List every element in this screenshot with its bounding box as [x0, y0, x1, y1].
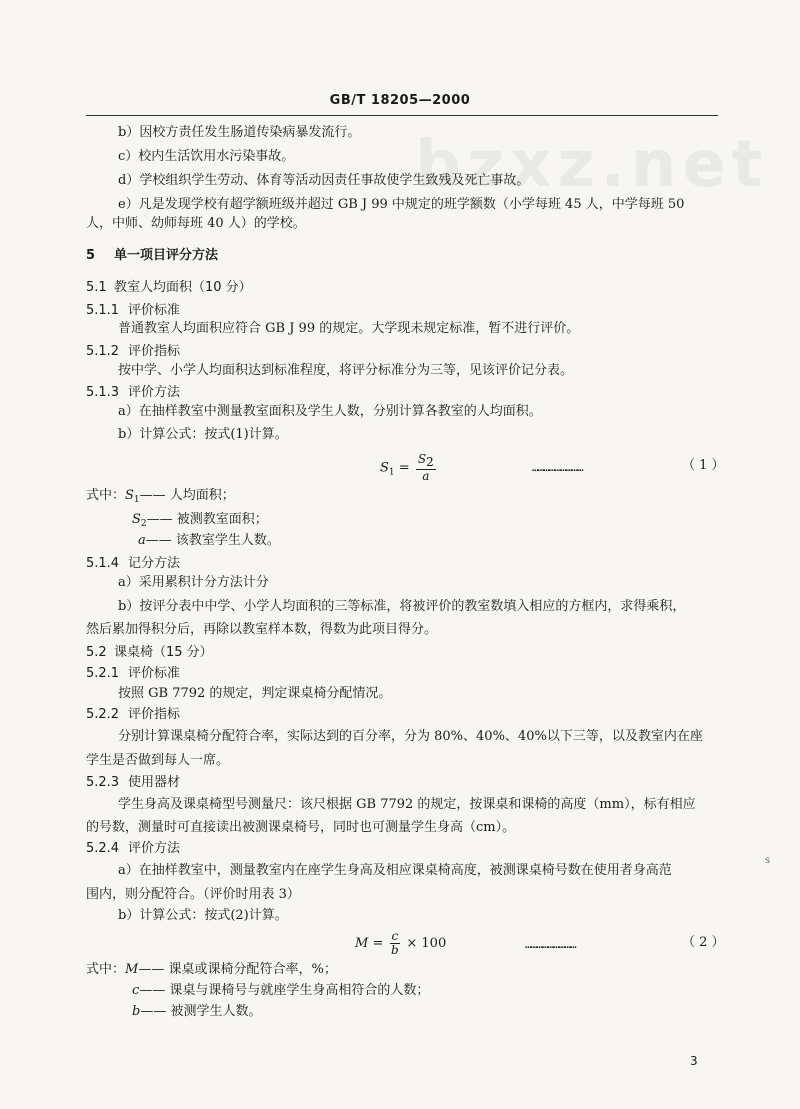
- definition: —— 课桌与课椅号与就座学生身高相符合的人数；: [139, 983, 430, 998]
- section-number: 5.1.4: [86, 556, 120, 571]
- variable: S: [132, 512, 141, 527]
- section-title: 课桌椅（15 分）: [114, 645, 213, 660]
- item-a: a）采用累积计分方法计分: [118, 575, 269, 590]
- where-1-line1: 式中：$S_1——$ 人均面积；: [86, 488, 235, 505]
- variable: S: [125, 488, 134, 503]
- header-rule: [86, 115, 718, 116]
- numerator: S2: [417, 452, 434, 469]
- definition: —— 课桌或课椅分配符合率，%；: [138, 962, 337, 977]
- paragraph-line2: 的号数，测量时可直接读出被测课桌椅号，同时也可测量学生身高（cm）。: [86, 820, 516, 835]
- item-b-outbreak: b）因校方责任发生肠道传染病暴发流行。: [118, 125, 361, 140]
- item-a-line2: 围内，则分配符合。（评价时用表 3）: [86, 887, 300, 902]
- section-title: 评价指标: [128, 707, 181, 722]
- item-b: b）计算公式：按式(1)计算。: [118, 427, 288, 442]
- section-title: 使用器材: [128, 775, 181, 790]
- section-title: 评价标准: [128, 666, 181, 681]
- section-title: 单一项目评分方法: [114, 248, 219, 263]
- formula-2-leader: ………………………: [525, 938, 576, 951]
- section-5-2-2-heading: [86, 706, 180, 724]
- section-title: 教室人均面积（10 分）: [114, 280, 252, 295]
- section-5-1-2-heading: [86, 343, 180, 361]
- definition: —— 被测学生人数。: [140, 1004, 262, 1019]
- section-number: 5.2.4: [86, 841, 120, 856]
- section-5-1-3-heading: [86, 384, 180, 402]
- page-number: 3: [690, 1054, 698, 1068]
- item-d-labor: d）学校组织学生劳动、体育等活动因责任事故使学生致残及死亡事故。: [118, 173, 530, 188]
- formula-2-label: （ 2 ）: [682, 935, 725, 950]
- section-number: 5.2.2: [86, 707, 120, 722]
- section-number: 5.1.1: [86, 303, 120, 318]
- formula-1-label: （ 1 ）: [682, 458, 725, 473]
- item-e-class-line1: e）凡是发现学校有超学额班级并超过 GB J 99 中规定的班学额数（小学每班 45 人，中学每班 50: [118, 197, 685, 212]
- paragraph: 按中学、小学人均面积达到标准程度，将评分标准分为三等，见该评价记分表。: [118, 363, 574, 378]
- section-number: 5.1.2: [86, 344, 120, 359]
- paragraph-line2: 学生是否做到每人一席。: [86, 753, 230, 768]
- definition: —— 该教室学生人数。: [145, 533, 280, 548]
- item-b-line1: b）按评分表中中学、小学人均面积的三等标准，将被评价的教室数填入相应的方框内，求得乘积，: [118, 599, 686, 614]
- margin-mark: s: [765, 855, 771, 866]
- where-1-line3: [138, 532, 280, 550]
- where-2-line1: 式中：M—— 课桌或课椅分配符合率，%；: [86, 962, 337, 977]
- denominator: b: [391, 943, 399, 957]
- section-5-1-4-heading: [86, 555, 180, 573]
- paragraph-line1: 分别计算课桌椅分配符合率，实际达到的百分率，分为 80%、40%、40%以下三等，以及教室内在座: [118, 729, 703, 744]
- item-e-class-line2: 人，中师、幼师每班 40 人）的学校。: [86, 216, 306, 231]
- formula-lhs: S: [380, 460, 389, 476]
- fraction: [390, 930, 401, 957]
- formula-lhs: M: [355, 936, 369, 951]
- equals-sign: =: [398, 460, 410, 476]
- item-a: a）在抽样教室中测量教室面积及学生人数，分别计算各教室的人均面积。: [118, 404, 542, 419]
- multiplier: × 100: [406, 936, 447, 951]
- where-2-line2: [132, 982, 429, 1000]
- definition: —— 被测教室面积；: [146, 512, 268, 527]
- formula-2: [355, 930, 446, 957]
- section-5-1-1-heading: [86, 302, 180, 320]
- section-5-2-1-heading: [86, 665, 180, 683]
- paragraph: 普通教室人均面积应符合 GB J 99 的规定。大学现未规定标准，暂不进行评价。: [118, 321, 580, 336]
- section-5-2-3-heading: [86, 774, 180, 792]
- section-number: 5.1: [86, 280, 107, 295]
- item-a-line1: a）在抽样教室中，测量教室内在座学生身高及相应课桌椅高度，被测课桌椅号数在使用者身高范: [118, 863, 672, 878]
- formula-1-leader: ………………………: [532, 461, 583, 474]
- section-title: 评价标准: [128, 303, 181, 318]
- section-5-1-heading: [86, 279, 252, 297]
- section-number: 5: [86, 248, 96, 263]
- paragraph: 按照 GB 7792 的规定，判定课桌椅分配情况。: [118, 686, 392, 701]
- item-b-line2: 然后累加得积分后，再除以教室样本数，得数为此项目得分。: [86, 622, 438, 637]
- section-title: 评价方法: [128, 841, 181, 856]
- variable: c: [132, 983, 140, 998]
- section-number: 5.2: [86, 645, 107, 660]
- where-2-line3: [132, 1003, 261, 1021]
- section-5-2-heading: [86, 644, 213, 662]
- section-5-2-4-heading: [86, 840, 180, 858]
- denominator: a: [422, 469, 430, 483]
- formula-1: [380, 453, 438, 483]
- section-number: 5.2.1: [86, 666, 120, 681]
- numerator: c: [391, 929, 399, 943]
- fraction: [416, 453, 436, 483]
- equals-sign: =: [372, 936, 384, 951]
- variable: b: [132, 1004, 141, 1019]
- variable: a: [138, 533, 146, 548]
- section-title: 评价方法: [128, 385, 181, 400]
- formula-lhs-subscript: 1: [388, 467, 395, 478]
- watermark: bzxz.net: [415, 128, 769, 202]
- section-5-heading: [86, 247, 218, 265]
- section-title: 评价指标: [128, 344, 181, 359]
- standard-code-header: GB/T 18205—2000: [329, 93, 471, 108]
- section-title: 记分方法: [128, 556, 181, 571]
- section-number: 5.2.3: [86, 775, 120, 790]
- variable: M: [125, 962, 139, 977]
- definition: —— 人均面积；: [139, 488, 235, 503]
- item-c-water: c）校内生活饮用水污染事故。: [118, 149, 295, 164]
- section-number: 5.1.3: [86, 385, 120, 400]
- where-1-line2: $S_2——$ 被测教室面积；: [132, 512, 268, 529]
- paragraph-line1: 学生身高及课桌椅型号测量尺：该尺根据 GB 7792 的规定，按课桌和课椅的高度（mm），标有相应: [118, 797, 696, 812]
- item-b: b）计算公式：按式(2)计算。: [118, 908, 288, 923]
